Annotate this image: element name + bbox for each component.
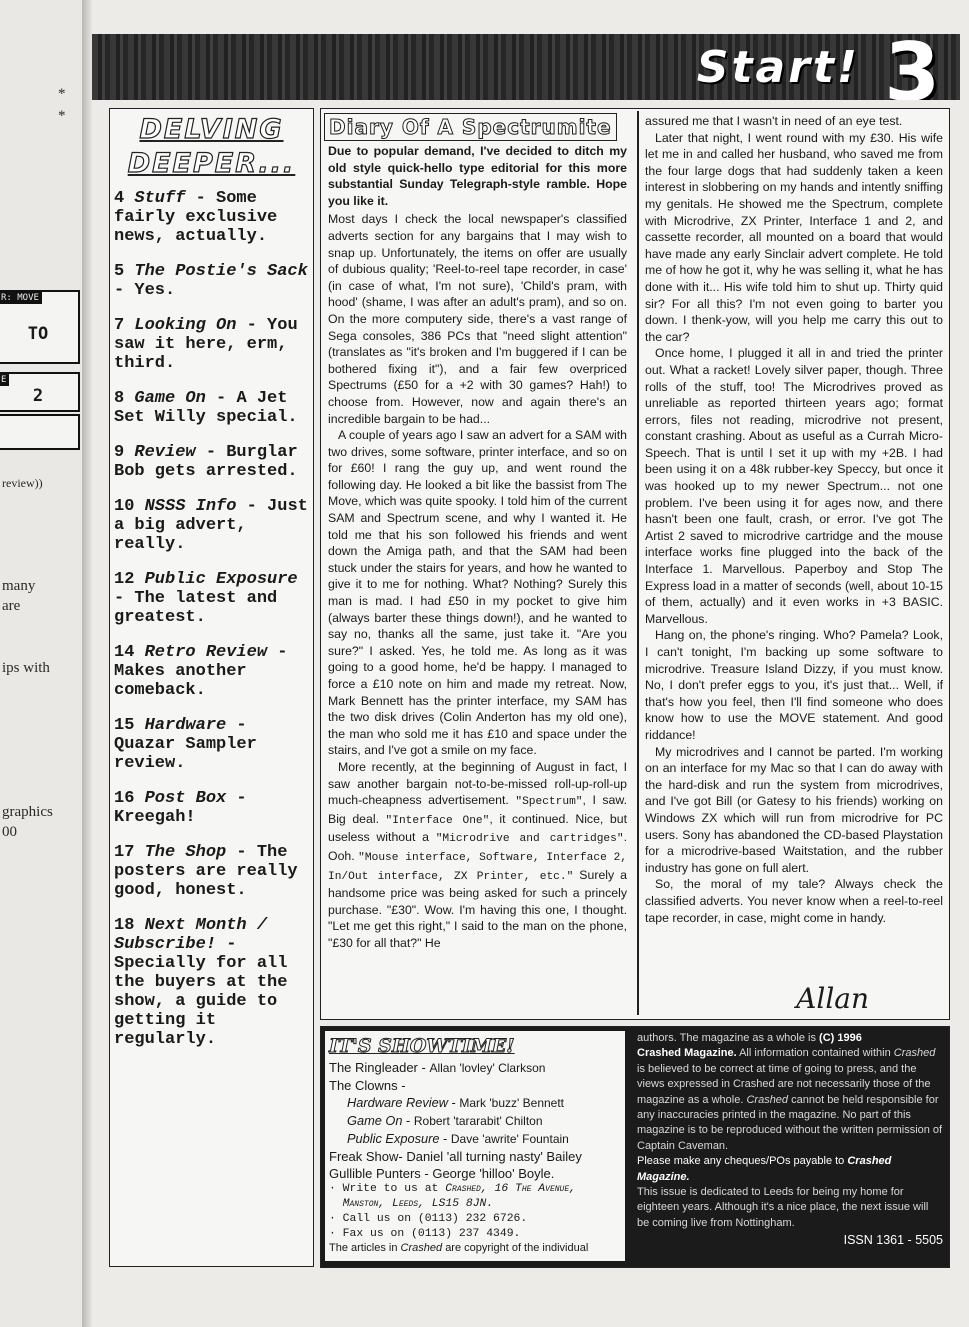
facing-text: many bbox=[2, 578, 36, 594]
contact-fax: · Fax us on (0113) 237 4349. bbox=[329, 1228, 521, 1240]
contents-item: 18 Next Month / Subscribe! - Specially for all the buyers at the show, a guide to getting it regularly. bbox=[114, 916, 288, 1049]
credit-line: Hardware Review - Mark 'buzz' Bennett bbox=[347, 1095, 565, 1110]
contents-item: 9 Review - Burglar Bob gets arrested. bbox=[114, 443, 298, 481]
facing-box-tag: R: MOVE bbox=[0, 292, 42, 304]
article-paragraph: Hang on, the phone's ringing. Who? Pamela? Look, I can't tonight, I'm backing up some software to microdrive. Treasure Island Dizzy, if you must know. No, I don't prefer eggs to you, it's just that... Well, if that's how you feel, then I'll find someone who does know how to use the MOVE statement. And good riddance! bbox=[645, 628, 943, 742]
legal-text: authors. The magazine as a whole is (C) 1996 Crashed Magazine. All information contained within Crashed is believed to be correct at time of going to press, and the views expressed in Crashed are not necessarily those of the magazine as a whole. Crashed cannot be held responsible for any inaccuracies printed in the magazine. No part of this magazine is to be reproduced without the written permission of Captain Caveman. bbox=[637, 1032, 943, 1152]
credit-line: The Clowns - bbox=[329, 1078, 406, 1093]
section-header bbox=[92, 34, 960, 100]
contents-item: 8 Game On - A Jet Set Willy special. bbox=[114, 389, 298, 427]
contents-item: 5 The Postie's Sack - Yes. bbox=[114, 262, 308, 300]
issn-number: ISSN 1361 - 5505 bbox=[843, 1233, 943, 1248]
facing-box-1 bbox=[0, 290, 80, 364]
article-intro: Due to popular demand, I've decided to ditch my old style quick-hello type editorial for this more substantial Sunday Telegraph-style ramble. Hope you like it. bbox=[328, 144, 627, 208]
facing-box-label: TO bbox=[27, 324, 49, 344]
credits-panel bbox=[320, 1026, 950, 1268]
facing-text: review)) bbox=[2, 476, 43, 490]
article-paragraph: My microdrives and I cannot be parted. I'm working on an interface for my Mac so that I can do away with the hard-disk and run the system from microdrives, and I've got Bill (or Gatesy to his friends) working on Windows ZX which will run from microdrive for PC users. Sony has abandoned the CD-based Playstation for a microdrive-based Waitstation, and the rubber industry has gone on full alert. bbox=[645, 744, 943, 875]
facing-box-tag: E bbox=[0, 374, 9, 386]
contents-title-line2: DEEPER... bbox=[127, 148, 296, 179]
credits-title: IT'S SHOWTIME! bbox=[329, 1035, 515, 1057]
facing-box-2 bbox=[0, 372, 80, 412]
editorial-article bbox=[320, 108, 950, 1020]
facing-text: graphics bbox=[2, 804, 53, 820]
contact-address: · Write to us at Crashed, 16 The Avenue, Manston, Leeds, LS15 8JN. bbox=[329, 1183, 576, 1210]
contents-item: 10 NSSS Info - Just a big advert, really. bbox=[114, 497, 308, 554]
contents-item: 17 The Shop - The posters are really good, honest. bbox=[114, 843, 298, 900]
credit-line: Gullible Punters - George 'hilloo' Boyle. bbox=[329, 1166, 555, 1181]
star-mark: * bbox=[58, 86, 66, 102]
credit-line: Game On - Robert 'tararabit' Chilton bbox=[347, 1113, 543, 1128]
cheque-note: Please make any cheques/POs payable to Crashed Magazine. bbox=[637, 1155, 892, 1183]
copyright-note: The articles in Crashed are copyright of the individual bbox=[329, 1242, 589, 1254]
clowns-list bbox=[325, 1094, 625, 1148]
contents-title-line1: DELVING bbox=[139, 114, 284, 145]
facing-text: are bbox=[2, 598, 21, 614]
author-signature: Allan bbox=[796, 982, 869, 1015]
article-paragraph: Most days I check the local newspaper's classified adverts section for any bargains that I may wish to snap up. Unfortunately, the items on offer are usually of dubious quality; 'Reel-to-reel tape recorder, in case' (in case of what, I'm not sure), 'Child's pram, with hood' (shame, I was after an adult's pram), and so on. On the more computery side, there's a vast range of Sega consoles, 386 PCs that "need slight attention" (translates as "it's broken and I'm buggered if I can be bothered fixing it"), and a fair few overpriced Spectrums (£50 for a +2 with 30 games? Hah!) to choose from. However, now and again there's an incredible bargain to be had... bbox=[328, 212, 627, 426]
contents-item: 15 Hardware - Quazar Sampler review. bbox=[114, 716, 257, 773]
contents-title bbox=[110, 109, 313, 181]
article-paragraph: Once home, I plugged it all in and tried the printer out. What a racket! Lovely silver paper, though. Three rolls of the stuff, too! The Microdrives proved as unreliable as reported thirteen years ago; format errors, files not reading, microdrive not present, constant crashing. About as useful as a Currah Micro-Speech. That is until I set it up with my +2B. I had been using it on a 48k rubber-key Speccy, but once it was hooked up to my newer Spectrum... not one problem. I've been using it for ages now, and there hasn't been one fault, crash, or error. I've got The Artist 2 saved to microdrive cartridge and the mouse interface works fine plugged into the back of the Interface 1. Marvellous. Paperboy and Stop The Express load in a matter of seconds (well, about 10-15 of them, actually) and it even works in +3 BASIC. Marvellous. bbox=[645, 346, 943, 626]
contents-item: 14 Retro Review - Makes another comeback. bbox=[114, 643, 288, 700]
star-mark: * bbox=[58, 108, 66, 124]
article-paragraph: assured me that I wasn't in need of an eye test. bbox=[645, 114, 903, 128]
article-paragraph: Later that night, I went round with my £30. His wife let me in and called her husband, who saved me from the four large dogs that had suddenly taken a keen interest in slobbering on my hands and intently sniffing my genitals. He showed me the Spectrum, complete with Microdrive, ZX Printer, Interface 1 and 2, and cassette recorder, all mounted on a board that would have made any early Sinclair advert complete. He told me of how he got it, why he was selling it, what he has done with it... His wife told him to shut up. Thirty quid sir? For all this? I'm not even going to barter you down. I thenk-yow, will you help me carry this out to the car? bbox=[645, 130, 943, 344]
credits-left bbox=[325, 1031, 625, 1261]
facing-text: 00 bbox=[2, 824, 17, 840]
article-column-1 bbox=[328, 143, 627, 952]
credit-line: The Ringleader - Allan 'lovley' Clarkson bbox=[329, 1060, 546, 1075]
section-title: Start! bbox=[696, 42, 860, 93]
contents-list bbox=[110, 189, 313, 1049]
facing-box-label: 2 bbox=[32, 386, 44, 406]
facing-page-edge bbox=[0, 0, 83, 1327]
credits-legal bbox=[637, 1031, 943, 1249]
contents-item: 16 Post Box - Kreegah! bbox=[114, 789, 247, 827]
facing-text: ips with bbox=[2, 660, 50, 676]
credit-line: Freak Show- Daniel 'all turning nasty' Bailey bbox=[329, 1149, 582, 1164]
column-divider bbox=[637, 111, 639, 1015]
article-paragraph: So, the moral of my tale? Always check the classified adverts. You never know when a reel-to-reel tape recorder, in case, might come in handy. bbox=[645, 877, 943, 925]
contents-item: 12 Public Exposure - The latest and greatest. bbox=[114, 570, 298, 627]
contents-panel bbox=[109, 108, 314, 1267]
credit-line: Public Exposure - Dave 'awrite' Fountain bbox=[347, 1131, 569, 1146]
article-paragraph: More recently, at the beginning of August in fact, I saw another bargain not-to-be-missed roll-up-roll-up much-cheapness advertisement. "Spectrum", I saw. Big deal. "Interface One", it continued. Nice, but useless without a "Microdrive and cartridges". Ooh. "Mouse interface, Software, Interface 2, In/Out interface, ZX Printer, etc." Surely a handsome price was being asked for such a princely purchase. "£30". Wow. I'm having this one, I thought. "Let me get this right," I said to the man on the phone, "£30 for all that?" He bbox=[328, 759, 628, 950]
article-paragraph: A couple of years ago I saw an advert for a SAM with two drives, some software, printer interface, and so on for £60! I rang the guy up, and went round the following day. He looked a bit like the bassist from The Move, which was quite spooky. I told him of the current SAM and Spectrum scene, and why I wanted it. He told me that his son followed his friends and went down the Amiga path, and that the SAM had been stuck under the stairs for years, and how he wanted to give it to me for nothing. What? Nothing? Surely this man is mad. I had £50 in my pocket to give him (always barter these things down!), and he wanted to say no, thanks all the same, just take it. "Are you sure?" I asked. Yes, he told me. As long as it was going to a good home, he'd be happy. I managed to force a £10 note on him and made my retreat. Now, Mark Bennett has the printer interface, my SAM has the two disk drives (Colin Anderton has my old one), the man who sold me it has £10 and space under the stairs, and I've got a smile on my face. bbox=[328, 428, 627, 758]
contact-phone: · Call us on (0113) 232 6726. bbox=[329, 1213, 528, 1225]
article-column-2 bbox=[645, 113, 943, 926]
dedication: This issue is dedicated to Leeds for being my home for eighteen years. Although it's a nice place, the next issue will be coming live from Nottingham. bbox=[637, 1186, 929, 1229]
page-number: 3 bbox=[884, 34, 940, 100]
contents-item: 7 Looking On - You saw it here, erm, third. bbox=[114, 316, 298, 373]
facing-box-3 bbox=[0, 414, 80, 450]
page-gutter bbox=[82, 0, 92, 1327]
article-title: Diary Of A Spectrumite bbox=[324, 113, 617, 141]
contents-item: 4 Stuff - Some fairly exclusive news, actually. bbox=[114, 189, 278, 246]
